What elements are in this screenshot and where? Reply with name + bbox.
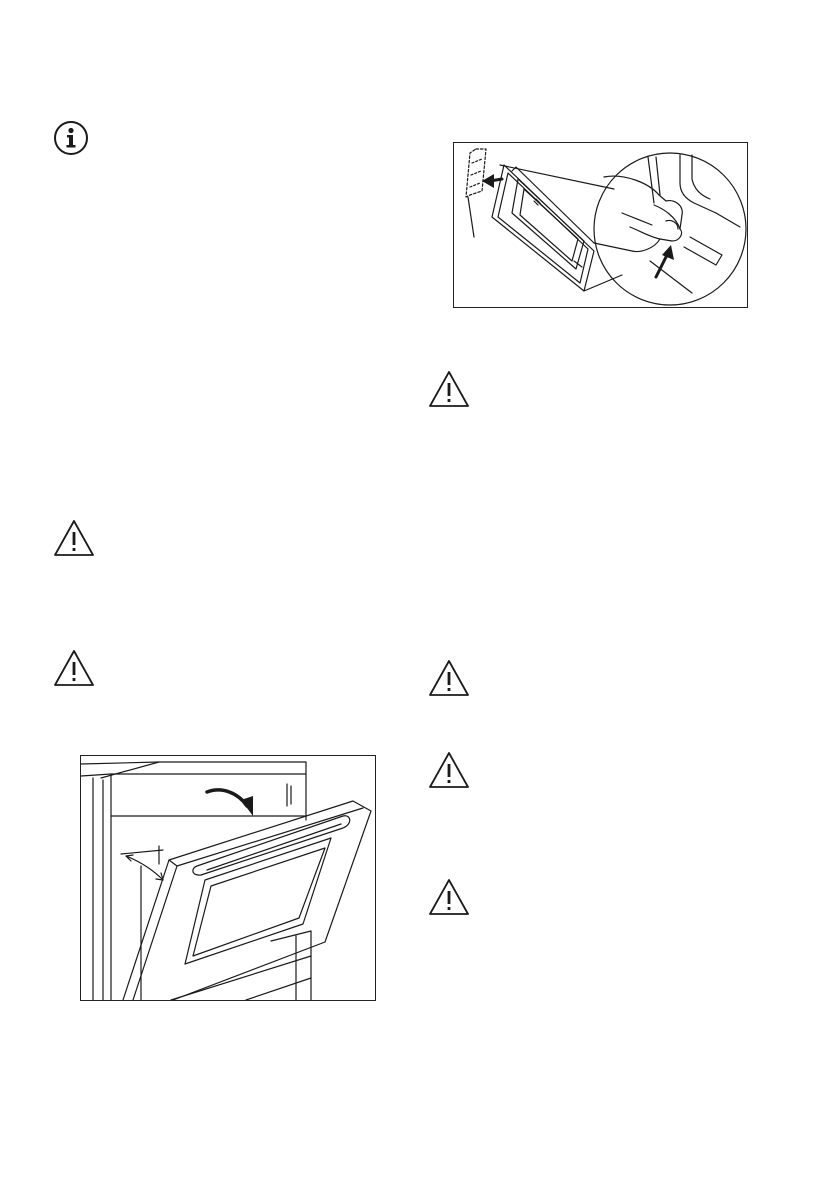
warning-triangle-icon	[428, 370, 470, 408]
info-icon	[53, 120, 89, 156]
warning-triangle-icon	[53, 649, 95, 687]
glass-panel-removal-illustration	[453, 142, 748, 308]
warning-triangle-icon	[428, 878, 470, 916]
warning-triangle-icon	[428, 751, 470, 789]
warning-triangle-icon	[53, 519, 95, 557]
oven-door-open-illustration	[80, 755, 376, 1001]
warning-triangle-icon	[428, 659, 470, 697]
